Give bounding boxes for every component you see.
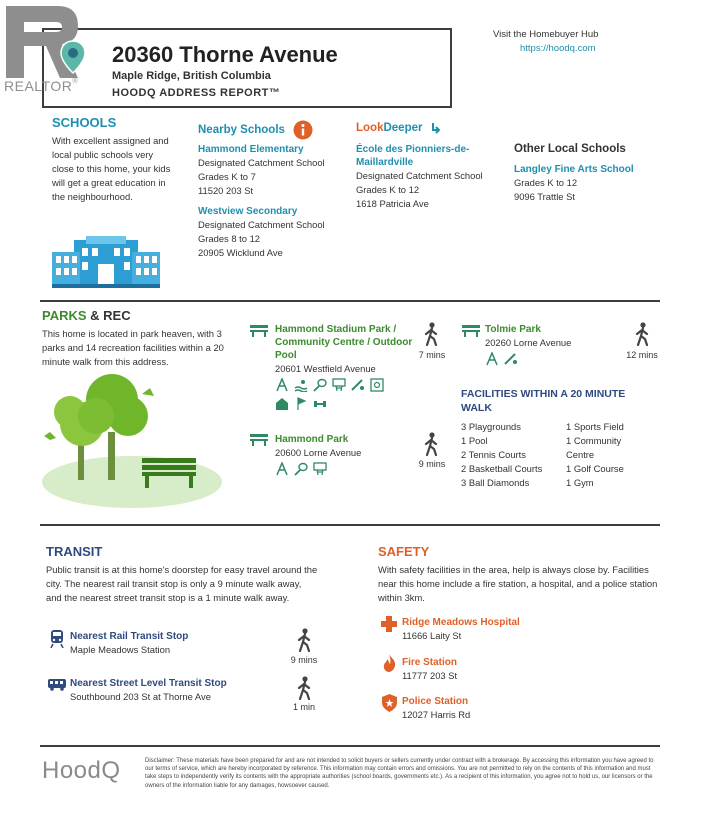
facility-icons: [275, 378, 395, 411]
facilities-list-left: 3 Playgrounds 1 Pool 2 Tennis Courts 2 Basketball Courts 3 Ball Diamonds: [461, 421, 543, 488]
school-item: Westview Secondary Designated Catchment School Grades 8 to 12 20905 Wicklund Ave: [198, 206, 325, 258]
school-item: Hammond Elementary Designated Catchment School Grades K to 7 11520 203 St: [198, 144, 325, 196]
hoodq-logo: HoodQ: [42, 757, 121, 784]
facility-icons: [275, 462, 415, 476]
school-item: École des Pionniers-de-Maillardville Designated Catchment School Grades K to 12 1618 Patricia Ave: [356, 144, 483, 209]
realtor-logo: [0, 0, 90, 98]
transit-description: Public transit is at this home's doorstep for easy travel around the city. The nearest rail transit stop is only a 9 minute walk away, and the nearest street transit stop is a 1 minute walk away.: [46, 564, 318, 603]
walking-person-icon: [297, 676, 313, 700]
hospital-cross-icon: [381, 616, 397, 632]
safety-title: SAFETY: [378, 544, 430, 559]
report-title: HOODQ ADDRESS REPORT™: [112, 87, 281, 99]
park-bench-icon: [250, 434, 268, 446]
bus-icon: [48, 679, 66, 691]
playground-icon: [485, 352, 499, 366]
safety-item: Fire Station 11777 203 St: [402, 657, 458, 681]
header-box: [42, 28, 452, 108]
walk-time: 9 mins: [290, 655, 318, 665]
golf-icon: [294, 397, 308, 411]
hub-text: Visit the Homebuyer Hub: [493, 29, 599, 40]
gym-icon: [313, 397, 327, 411]
basketball-icon: [313, 462, 327, 476]
safety-item: Ridge Meadows Hospital 11666 Laity St: [402, 617, 520, 641]
walk-time: 1 min: [292, 702, 315, 712]
walk-time: 7 mins: [418, 350, 446, 360]
basketball-icon: [332, 378, 346, 392]
sports-field-icon: [370, 378, 384, 392]
safety-description: With safety facilities in the area, help is always close by. Facilities near this home include a fire station, a hospital, and a police station within 3km.: [378, 564, 658, 603]
info-icon[interactable]: [293, 120, 313, 140]
walking-person-icon: [297, 628, 313, 652]
facility-icons: [485, 352, 605, 366]
arrow-down-right-icon: [430, 122, 442, 134]
transit-item: Nearest Street Level Transit Stop Southbound 203 St at Thorne Ave: [70, 678, 227, 702]
train-icon: [50, 630, 64, 648]
walk-time: 9 mins: [418, 459, 446, 469]
playground-icon: [275, 462, 289, 476]
walking-person-icon: [424, 432, 440, 456]
park-item: Tolmie Park 20260 Lorne Avenue: [485, 323, 605, 366]
fire-icon: [383, 654, 396, 672]
parks-description: This home is located in park heaven, with 3 parks and 14 recreation facilities within a 20 minute walk from this address.: [42, 328, 224, 367]
schools-title: SCHOOLS: [52, 115, 117, 130]
disclaimer-text: Disclaimer: These materials have been prepared for and are not intended to solicit buyers or sellers currently under contract with a brokerage. By accessing this information you have agreed to our terms of service, which are hereby incorporated by reference. This information may contain errors and omissions. You are not permitted to rely on the contents of this information and must take steps to independently verify its contents with the appropriate authorities (school boards, governments etc.). As a recipient of this information, you agree not to hold us, our licensors or the owners of the information liable for any damages, howsoever caused.: [145, 758, 654, 789]
walking-person-icon: [424, 322, 440, 346]
park-item: Hammond Stadium Park / Community Centre / Outdoor Pool 20601 Westfield Avenue: [275, 323, 415, 411]
community-centre-icon: [275, 397, 289, 411]
divider: [40, 300, 660, 302]
schools-description: With excellent assigned and local public schools very close to this home, your kids will get a great education in the neighbourhood.: [52, 135, 171, 202]
park-bench-icon: [250, 325, 268, 337]
walk-time: 12 mins: [626, 350, 658, 360]
facilities-list-right: 1 Sports Field 1 Community Centre 1 Golf Course 1 Gym: [566, 421, 624, 488]
other-schools-heading: Other Local Schools: [514, 143, 626, 155]
school-item: Langley Fine Arts School Grades K to 12 9096 Trattle St: [514, 164, 634, 202]
park-bench-icon: [462, 325, 480, 337]
lookdeeper-link[interactable]: LookDeeper: [356, 122, 442, 134]
realtor-text: REALTOR®: [4, 78, 79, 94]
transit-item: Nearest Rail Transit Stop Maple Meadows Station: [70, 631, 189, 655]
safety-item: Police Station 12027 Harris Rd: [402, 696, 471, 720]
tennis-icon: [294, 462, 308, 476]
baseball-icon: [504, 352, 518, 366]
park-item: Hammond Park 20600 Lorne Avenue: [275, 433, 415, 476]
school-building-icon: [52, 234, 160, 288]
pool-icon: [294, 378, 308, 392]
address-title: 20360 Thorne Avenue: [112, 42, 338, 67]
transit-title: TRANSIT: [46, 544, 103, 559]
tennis-icon: [313, 378, 327, 392]
facilities-heading: FACILITIES WITHIN A 20 MINUTE WALK: [461, 388, 626, 414]
playground-icon: [275, 378, 289, 392]
walking-person-icon: [635, 322, 651, 346]
divider: [40, 524, 660, 526]
parks-title: PARKS & REC: [42, 308, 131, 323]
hub-link[interactable]: https://hoodq.com: [520, 43, 596, 54]
police-badge-icon: [382, 694, 397, 712]
divider: [40, 745, 660, 747]
location-pin-icon: [60, 40, 86, 74]
nearby-schools-heading: Nearby Schools: [198, 120, 313, 140]
baseball-icon: [351, 378, 365, 392]
city-text: Maple Ridge, British Columbia: [112, 70, 271, 82]
tree-icon: [42, 360, 242, 508]
